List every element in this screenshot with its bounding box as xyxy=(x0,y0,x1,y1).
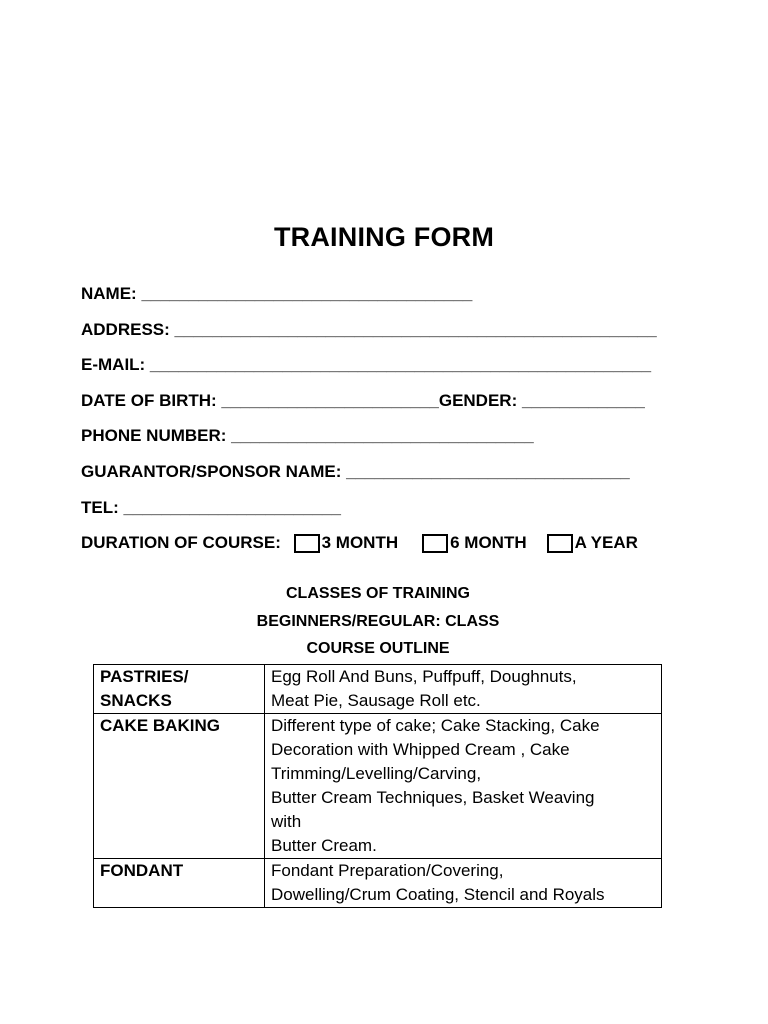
table-row xyxy=(94,665,662,714)
tel-field[interactable]: TEL: _______________________ xyxy=(81,498,341,517)
course-description-text: Butter Cream. xyxy=(271,836,377,855)
duration-row xyxy=(81,532,638,554)
course-description-text: Trimming/Levelling/Carving, xyxy=(271,764,482,783)
course-description-text: Dowelling/Crum Coating, Stencil and Royals xyxy=(271,885,605,904)
course-description-cell xyxy=(265,859,662,908)
classes-heading: CLASSES OF TRAINING xyxy=(285,585,470,602)
duration-label: DURATION OF COURSE: xyxy=(81,533,286,552)
course-description-text: Decoration with Whipped Cream , Cake xyxy=(271,740,570,759)
duration-option-6-month[interactable] xyxy=(422,532,527,554)
course-description-text: with xyxy=(271,812,302,831)
course-category-text: FONDANT xyxy=(100,861,184,880)
checkbox-3-month[interactable] xyxy=(294,534,320,553)
outline-heading: COURSE OUTLINE xyxy=(306,640,450,657)
guarantor-field[interactable]: GUARANTOR/SPONSOR NAME: ______________________________ xyxy=(81,462,630,481)
course-category-cell xyxy=(94,859,265,908)
dob-gender-field[interactable]: DATE OF BIRTH: _______________________GENDER: _____________ xyxy=(81,391,645,410)
duration-option-label: 3 MONTH xyxy=(321,533,399,552)
course-description-text: Egg Roll And Buns, Puffpuff, Doughnuts, xyxy=(271,667,577,686)
course-category-cell xyxy=(94,665,265,714)
name-field[interactable]: NAME: ___________________________________ xyxy=(81,284,473,303)
checkbox-a-year[interactable] xyxy=(547,534,573,553)
course-description-text: Butter Cream Techniques, Basket Weaving xyxy=(271,788,595,807)
course-description-cell xyxy=(265,665,662,714)
duration-option-label: A YEAR xyxy=(574,533,638,552)
duration-option-label: 6 MONTH xyxy=(450,533,527,552)
duration-option-a-year[interactable] xyxy=(547,532,638,554)
table-row xyxy=(94,714,662,859)
phone-field[interactable]: PHONE NUMBER: ________________________________ xyxy=(81,426,534,445)
course-category-text: SNACKS xyxy=(100,691,172,710)
duration-option-3-month[interactable] xyxy=(294,532,399,554)
email-field[interactable]: E-MAIL: _____________________________________________________ xyxy=(81,355,652,374)
course-category-text: PASTRIES/ xyxy=(100,667,189,686)
course-category-text: CAKE BAKING xyxy=(100,716,220,735)
page-title: TRAINING FORM xyxy=(273,222,495,252)
address-field[interactable]: ADDRESS: ___________________________________________________ xyxy=(81,320,657,339)
table-row xyxy=(94,859,662,908)
course-description-text: Different type of cake; Cake Stacking, Cake xyxy=(271,716,600,735)
course-category-cell xyxy=(94,714,265,859)
checkbox-6-month[interactable] xyxy=(422,534,448,553)
course-description-text: Fondant Preparation/Covering, xyxy=(271,861,504,880)
course-description-cell xyxy=(265,714,662,859)
course-outline-table xyxy=(93,664,662,908)
beginners-heading: BEGINNERS/REGULAR: CLASS xyxy=(256,613,500,630)
course-description-text: Meat Pie, Sausage Roll etc. xyxy=(271,691,481,710)
